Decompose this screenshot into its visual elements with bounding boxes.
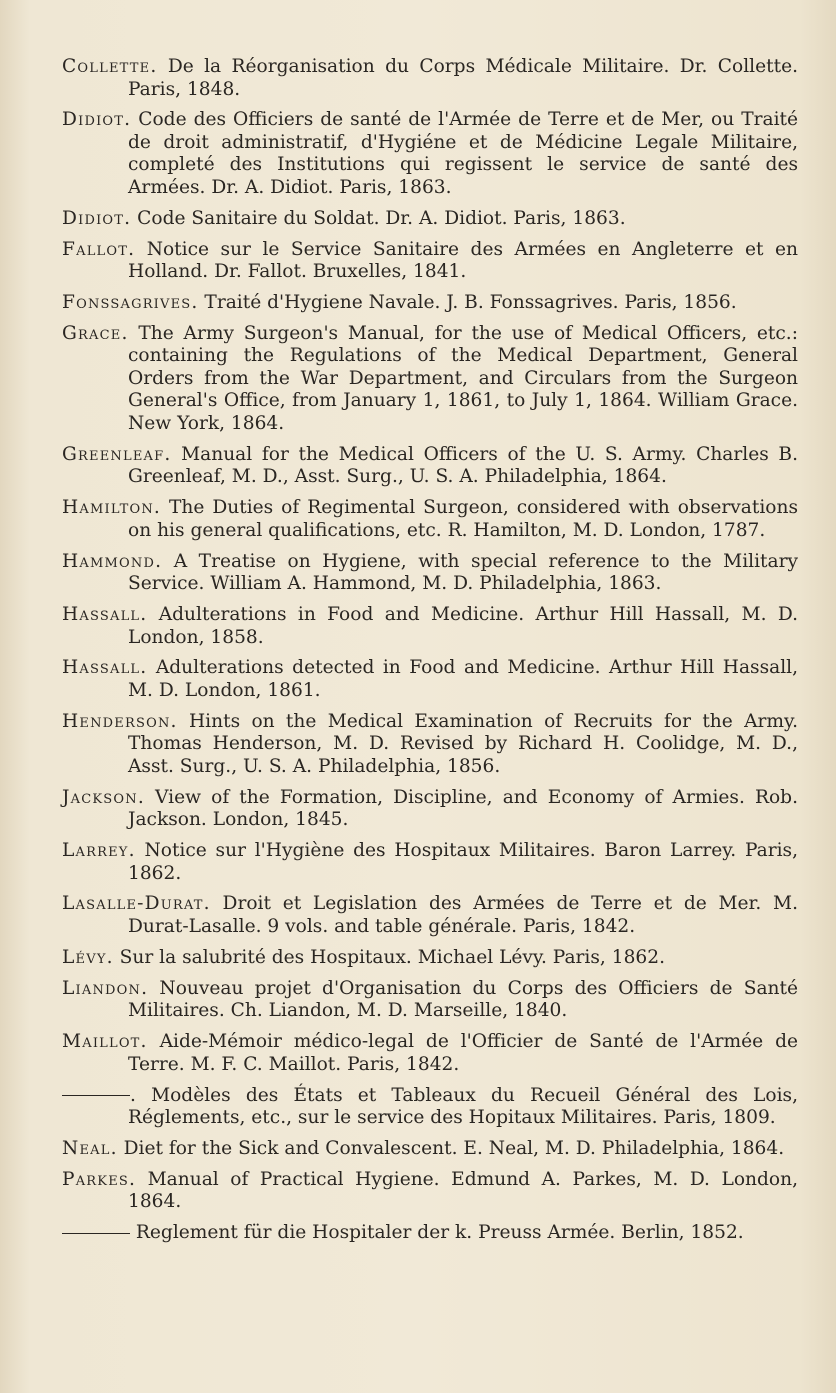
bibliography-entry [62,1169,798,1214]
entry-text: A Treatise on Hygiene, with special reference to the Military Service. William A. Hammond, M. D. Philadelphia, 1863. [128,550,798,595]
bibliography-entry [62,711,798,779]
bibliography-entry [62,497,798,542]
entry-text: Traité d'Hygiene Navale. J. B. Fonssagrives. Paris, 1856. [198,292,737,314]
bibliography-entry [62,604,798,649]
bibliography-entry [62,947,798,970]
entry-author: Lasalle-Durat. [62,893,211,915]
bibliography-entry [62,109,798,199]
entry-text: Manual for the Medical Officers of the U. S. Army. Charles B. Greenleaf, M. D., Asst. Surg., U. S. A. Philadelphia, 1864. [128,443,798,488]
entry-text: . Modèles des États et Tableaux du Recueil Général des Lois, Réglements, etc., sur le service des Hopitaux Militaires. Paris, 1809. [128,1084,798,1129]
bibliography-entry [62,787,798,832]
entry-author: Jackson. [62,786,145,808]
entry-author: Fallot. [62,238,136,260]
entry-text: Droit et Legislation des Armées de Terre et de Mer. M. Durat-Lasalle. 9 vols. and table générale. Paris, 1842. [128,893,798,937]
entry-text: Adulterations detected in Food and Medicine. Arthur Hill Hassall, M. D. London, 1861. [128,657,798,701]
entry-author: Collette. [62,56,158,77]
bibliography-entry [62,1138,798,1161]
entry-text: Nouveau projet d'Organisation du Corps des Officiers de Santé Militaires. Ch. Liandon, M. D. Marseille, 1840. [128,977,798,1022]
bibliography-entry [62,323,798,436]
entry-author: Lévy. [62,946,114,968]
entry-text: Hints on the Medical Examination of Recruits for the Army. Thomas Henderson, M. D. Revised by Richard H. Coolidge, M. D., Asst. Surg., U. S. A. Philadelphia, 1856. [128,710,798,777]
bibliography-entry [62,840,798,885]
entry-text: Aide-Mémoir médico-legal de l'Officier de Santé de l'Armée de Terre. M. F. C. Maillot. Paris, 1842. [128,1031,798,1075]
bibliography-entry [62,239,798,284]
bibliography-entry [62,444,798,489]
entry-author: Larrey. [62,840,136,862]
entry-author: Didiot. [62,207,132,229]
entry-text: De la Réorganisation du Corps Médicale Militaire. Dr. Collette. Paris, 1848. [128,56,798,100]
entry-author: Hamilton. [62,497,162,519]
entry-text: The Duties of Regimental Surgeon, considered with observations on his general qualifications, etc. R. Hamilton, M. D. London, 1787. [128,497,798,541]
bibliography-list [62,56,798,1245]
bibliography-entry [62,1031,798,1076]
entry-text: Diet for the Sick and Convalescent. E. Neal, M. D. Philadelphia, 1864. [117,1137,785,1159]
entry-text: The Army Surgeon's Manual, for the use of Medical Officers, etc.: containing the Regulations of the Medical Department, General Orders from the War Department, and Circulars from the Surgeon General's Office, from January 1, 1861, to July 1, 1864. William Grace. New York, 1864. [128,322,798,434]
entry-author: Grace. [62,322,129,344]
bibliography-entry [62,551,798,596]
entry-text: View of the Formation, Discipline, and Economy of Armies. Rob. Jackson. London, 1845. [128,786,798,831]
entry-author: Hassall. [62,604,148,626]
entry-author: Parkes. [62,1168,137,1190]
bibliography-entry [62,978,798,1023]
entry-text: Sur la salubrité des Hospitaux. Michael Lévy. Paris, 1862. [113,946,665,968]
bibliography-entry [62,292,798,315]
entry-text: Reglement für die Hospitaler der k. Preuss Armée. Berlin, 1852. [130,1222,744,1244]
entry-author: Fonssagrives. [62,292,199,314]
entry-text: Manual of Practical Hygiene. Edmund A. Parkes, M. D. London, 1864. [128,1168,798,1213]
bibliography-entry [62,1222,798,1245]
entry-text: Adulterations in Food and Medicine. Arthur Hill Hassall, M. D. London, 1858. [128,604,798,648]
entry-author: Liandon. [62,977,149,999]
ditto-dash [62,1233,130,1234]
bibliography-entry [62,1085,798,1130]
entry-text: Notice sur le Service Sanitaire des Armées en Angleterre et en Holland. Dr. Fallot. Bruxelles, 1841. [128,238,798,283]
bibliography-entry [62,893,798,938]
entry-author: Didiot. [62,109,132,131]
entry-author: Hassall. [62,657,148,679]
entry-author: Henderson. [62,710,178,732]
bibliography-entry [62,56,798,101]
entry-author: Maillot. [62,1031,148,1053]
bibliography-entry [62,657,798,702]
entry-text: Code Sanitaire du Soldat. Dr. A. Didiot. Paris, 1863. [131,207,626,229]
ditto-dash [62,1095,130,1096]
entry-text: Notice sur l'Hygiène des Hospitaux Militaires. Baron Larrey. Paris, 1862. [128,840,798,884]
bibliography-entry [62,208,798,231]
entry-text: Code des Officiers de santé de l'Armée de Terre et de Mer, ou Traité de droit administratif, d'Hygiéne et de Médicine Legale Militaire, completé des Institutions qui regissent le service de santé des Armées. Dr. A. Didiot. Paris, 1863. [128,109,798,198]
entry-author: Greenleaf. [62,443,172,465]
entry-author: Neal. [62,1137,118,1159]
entry-author: Hammond. [62,550,163,572]
